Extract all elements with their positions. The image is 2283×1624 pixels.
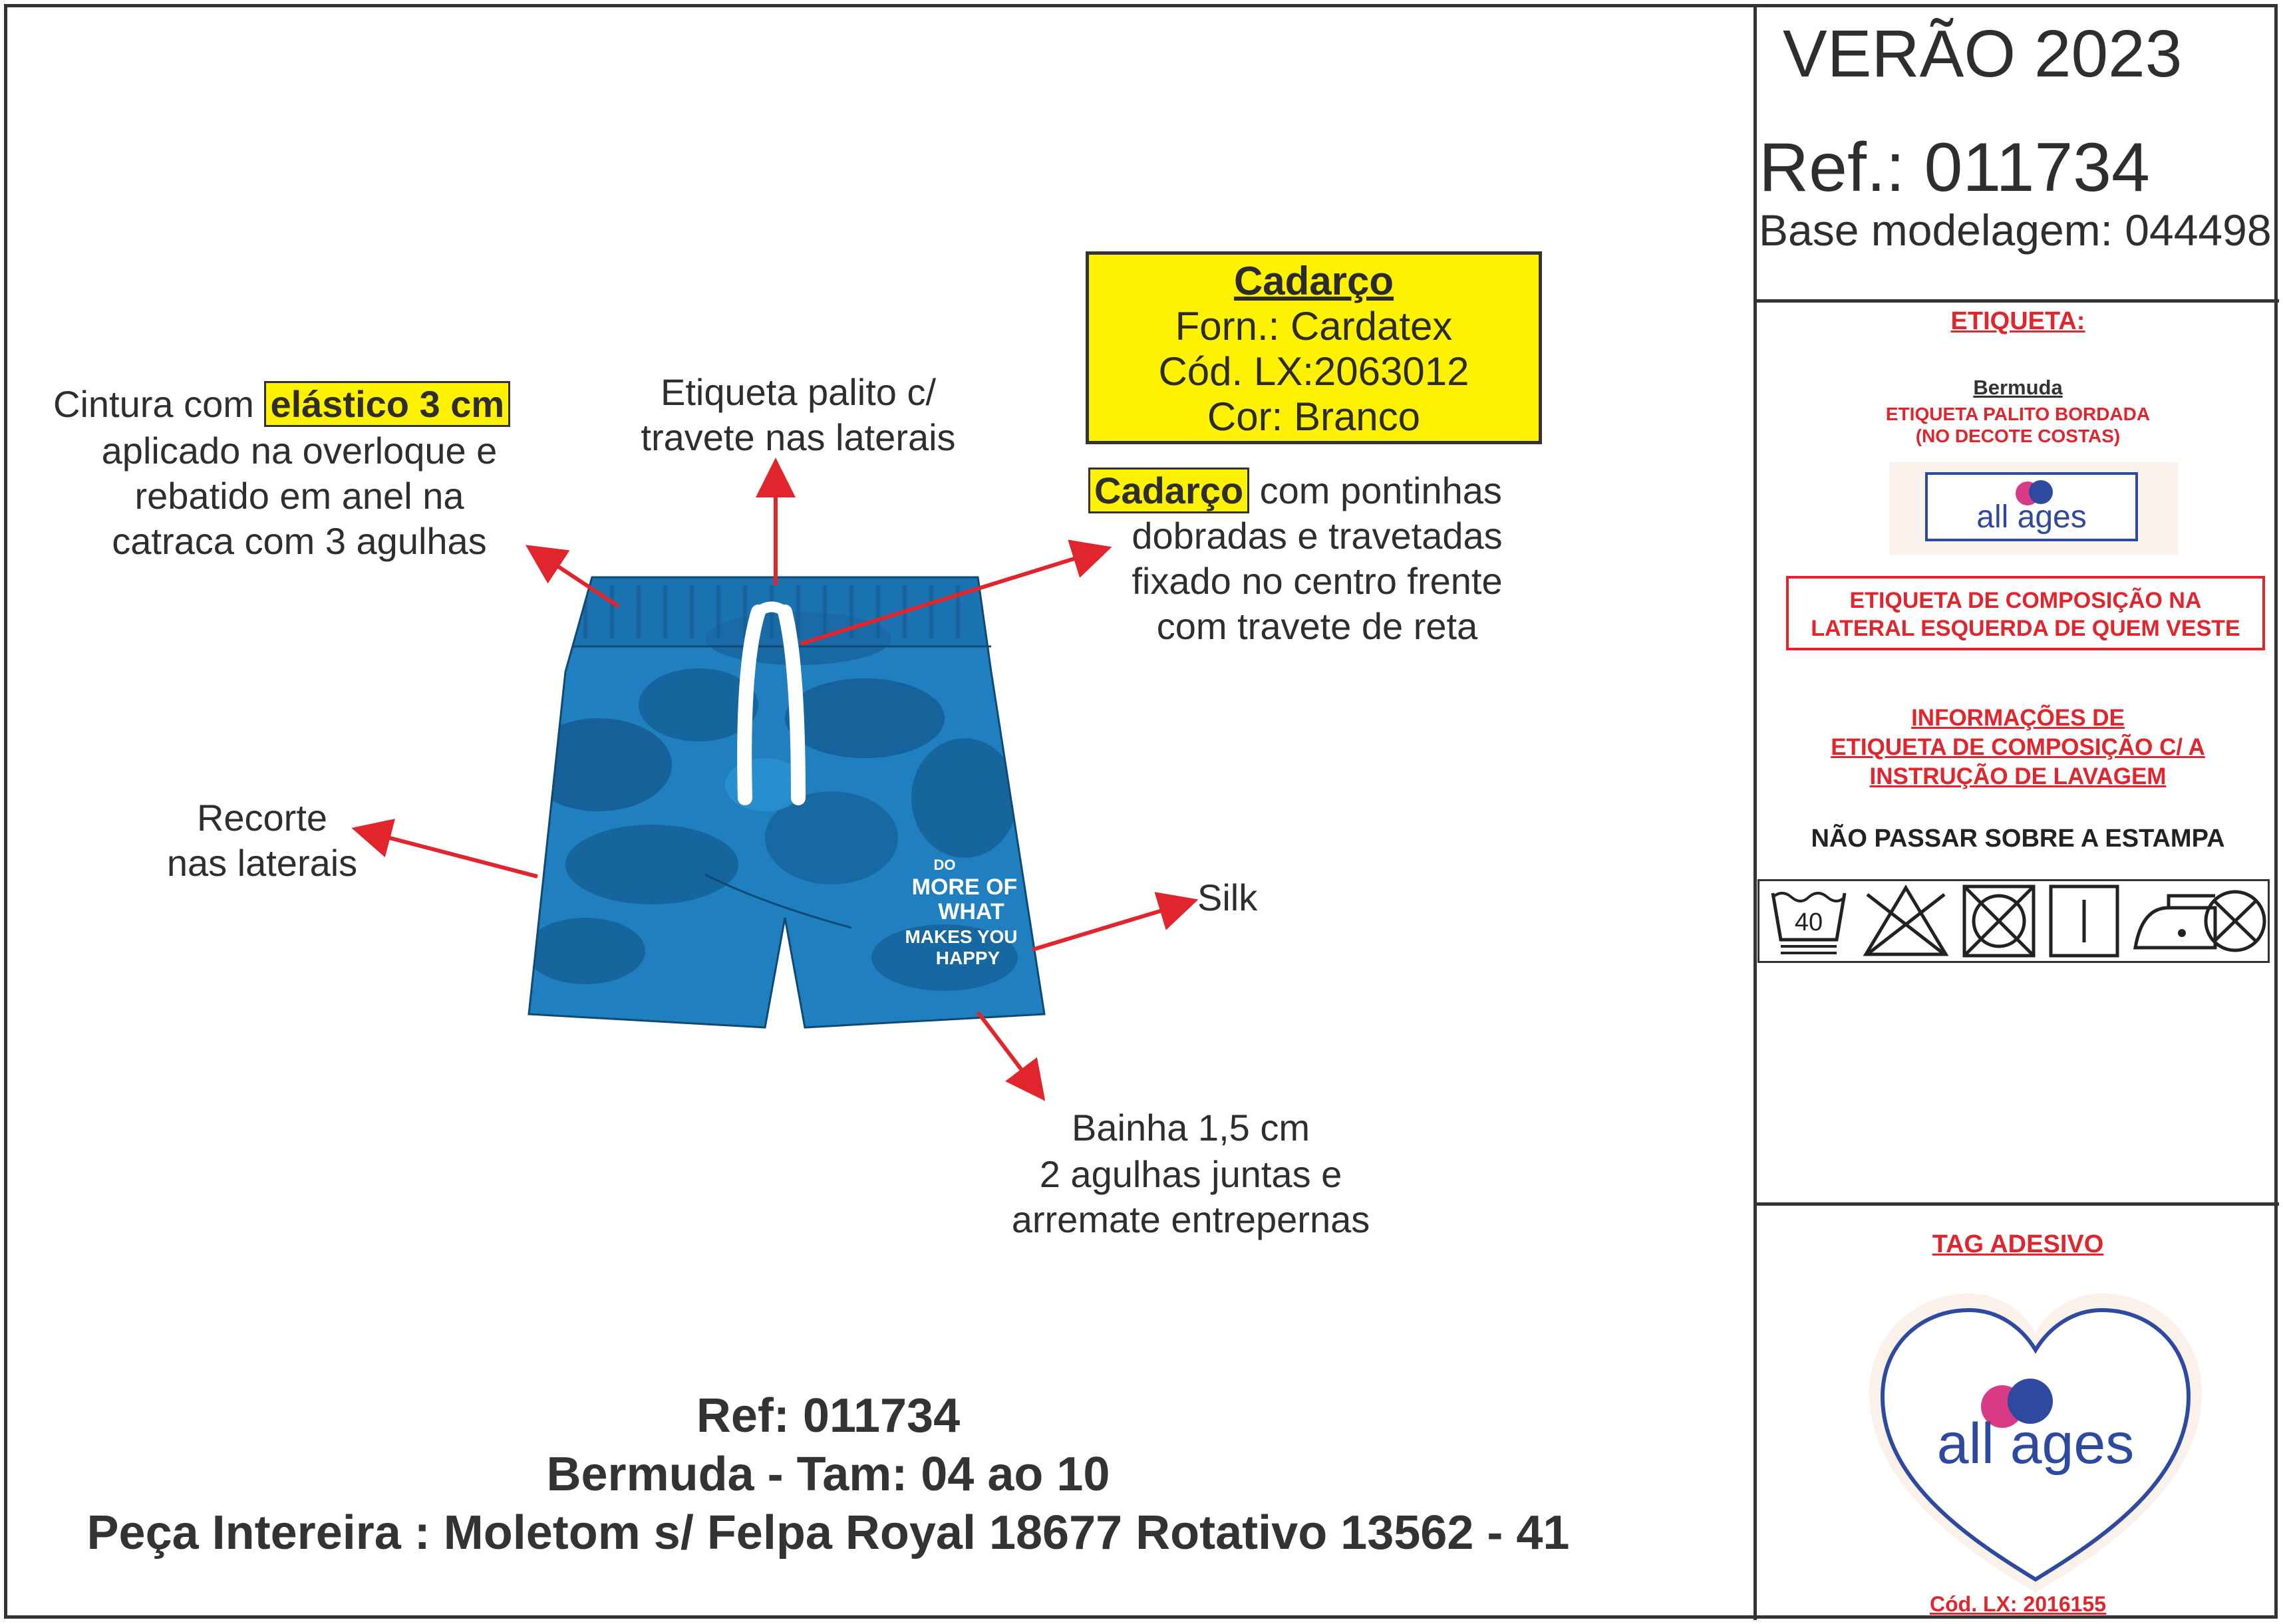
cadarco-box-line3: Cor: Branco [1207, 394, 1421, 439]
note-cadarco-line3: fixado no centro frente [1132, 560, 1503, 602]
footer-product: Bermuda - Tam: 04 ao 10 [546, 1448, 1110, 1501]
note-cadarco-line4: com travete de reta [1156, 605, 1478, 647]
etiqueta-item: Bermuda [1973, 376, 2063, 399]
note-etiqueta-line2: travete nas laterais [641, 416, 956, 458]
print-line-1: MORE OF [911, 875, 1018, 900]
note-recorte-line1: Recorte [196, 797, 328, 839]
base-modelagem: Base modelagem: 044498 [1759, 205, 2272, 255]
note-silk: Silk [1197, 877, 1258, 918]
arrow-recorte [359, 830, 537, 877]
info-line3: INSTRUÇÃO DE LAVAGEM [1869, 763, 2167, 789]
wash-temp: 40 [1794, 908, 1823, 936]
note-cintura-line2: aplicado na overloque e [101, 430, 498, 472]
cadarco-box-title: Cadarço [1233, 259, 1394, 303]
info-line1: INFORMAÇÕES DE [1911, 705, 2125, 731]
note-cintura-line3: rebatido em anel na [134, 475, 464, 517]
arrow-bainha [978, 1012, 1040, 1095]
note-bainha-line2: 2 agulhas juntas e [1039, 1153, 1342, 1195]
note-recorte-line2: nas laterais [166, 842, 358, 884]
composicao-line2: LATERAL ESQUERDA DE QUEM VESTE [1811, 616, 2240, 641]
tag-code: Cód. LX: 2016155 [1930, 1592, 2106, 1616]
etiqueta-title: ETIQUETA: [1950, 307, 2085, 335]
label-logo-text: all ages [1976, 499, 2087, 535]
footer-ref: Ref: 011734 [696, 1389, 961, 1442]
note-bainha-line1: Bainha 1,5 cm [1072, 1107, 1310, 1149]
composicao-line1: ETIQUETA DE COMPOSIÇÃO NA [1849, 588, 2202, 613]
print-line-4: HAPPY [935, 948, 1000, 968]
print-line-0: DO [933, 857, 956, 873]
note-cintura-line4: catraca com 3 agulhas [112, 520, 487, 562]
note-cadarco-highlight: Cadarço [1088, 468, 1249, 513]
note-etiqueta-line1: Etiqueta palito c/ [660, 371, 937, 413]
tag-logo-text: all ages [1936, 1412, 2135, 1476]
print-line-3: MAKES YOU [905, 926, 1018, 947]
info-line2: ETIQUETA DE COMPOSIÇÃO C/ A [1831, 734, 2205, 760]
note-bainha-line3: arremate entrepernas [1011, 1198, 1370, 1240]
etiqueta-line2: (NO DECOTE COSTAS) [1915, 426, 2121, 446]
footer-fabric: Peça Intereira : Moletom s/ Felpa Royal 18677 Rotativo 13562 - 41 [86, 1506, 1570, 1559]
arrow-silk [1032, 902, 1191, 950]
cadarco-box-line1: Forn.: Cardatex [1175, 304, 1453, 348]
note-cadarco-line2: dobradas e travetadas [1132, 515, 1503, 557]
note-cintura-pre: Cintura com [53, 383, 254, 425]
print-line-2: WHAT [938, 899, 1004, 924]
cadarco-box-line2: Cód. LX:2063012 [1158, 349, 1469, 394]
season-title: VERÃO 2023 [1783, 17, 2183, 91]
etiqueta-line1: ETIQUETA PALITO BORDADA [1885, 404, 2151, 424]
note-cadarco-post: com pontinhas [1259, 470, 1502, 511]
tag-title: TAG ADESIVO [1932, 1230, 2104, 1258]
warning-text: NÃO PASSAR SOBRE A ESTAMPA [1811, 825, 2225, 853]
note-cintura-highlight: elástico 3 cm [264, 381, 510, 427]
ref-title: Ref.: 011734 [1759, 129, 2150, 206]
